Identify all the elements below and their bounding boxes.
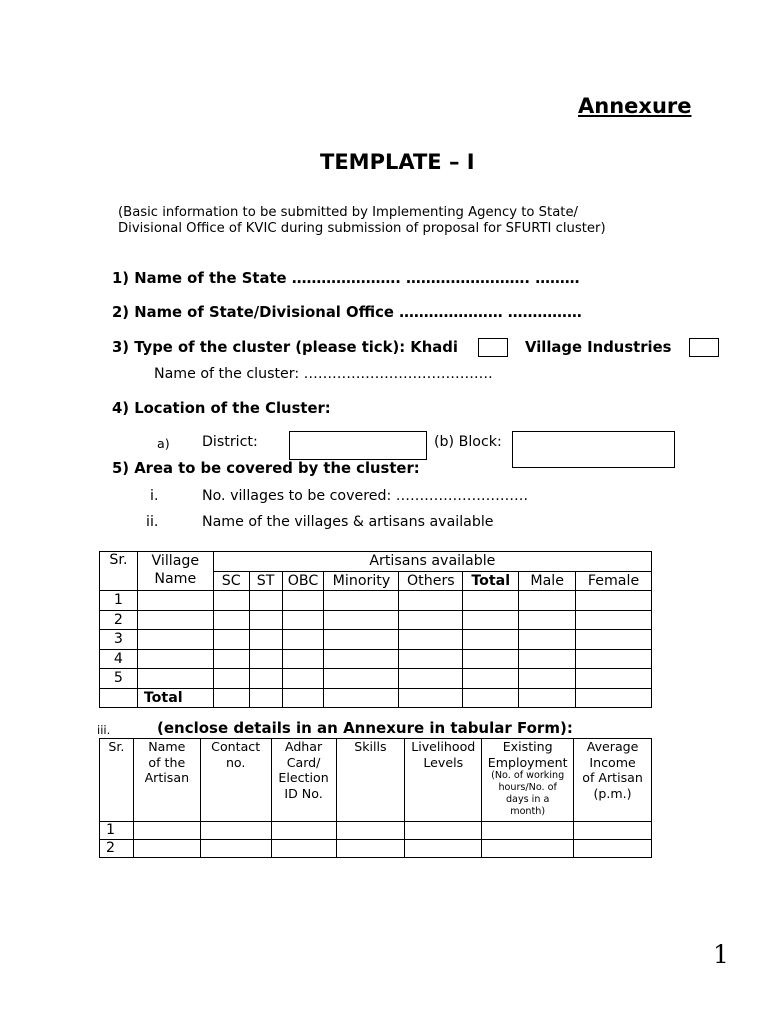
intro-line-1: (Basic information to be submitted by Implementing Agency to State/: [118, 205, 579, 220]
village-name-label: Name: [154, 571, 197, 587]
artisan-details-heading: (enclose details in an Annexure in tabular Form):: [157, 719, 573, 737]
row-number: 1: [100, 822, 134, 840]
field-cluster-type: 3) Type of the cluster (please tick): Khadi: [112, 339, 458, 356]
area-heading: 5) Area to be covered by the cluster:: [112, 460, 420, 477]
district-input-box[interactable]: [289, 431, 427, 460]
table-row: [100, 649, 652, 669]
col-sc: SC: [213, 571, 249, 591]
location-heading: 4) Location of the Cluster:: [112, 400, 331, 417]
villages-count-marker: i.: [150, 488, 159, 504]
col-others: Others: [399, 571, 463, 591]
table-row: [100, 840, 652, 858]
row-number: 4: [100, 649, 138, 669]
col-village-name: [137, 552, 213, 591]
khadi-tick-box[interactable]: [478, 338, 508, 357]
artisan-details-marker: iii.: [97, 723, 111, 737]
col-contact: Contact no.: [200, 739, 271, 822]
col-existing-employment: Existing Employment (No. of working hours/No. of days in a month): [482, 739, 574, 822]
col-minority: Minority: [324, 571, 399, 591]
table-row: [100, 669, 652, 689]
block-label: (b) Block:: [434, 434, 502, 450]
district-label: District:: [202, 434, 258, 450]
block-input-box[interactable]: [512, 431, 675, 468]
district-marker: a): [157, 436, 170, 451]
annexure-heading: Annexure: [578, 94, 692, 118]
field-office-name: 2) Name of State/Divisional Office ………………… ……………: [112, 304, 582, 321]
row-number: 5: [100, 669, 138, 689]
employment-note-3: days in a: [505, 794, 550, 805]
artisan-details-table: [99, 738, 652, 858]
village-label: Village: [151, 553, 200, 569]
col-skills: Skills: [336, 739, 405, 822]
row-number: 2: [100, 610, 138, 630]
col-st: ST: [249, 571, 282, 591]
total-label: Total: [137, 688, 213, 708]
villages-names-marker: ii.: [146, 514, 159, 530]
col-artisan-name: Name of the Artisan: [133, 739, 200, 822]
col-adhar: Adhar Card/ Election ID No.: [271, 739, 336, 822]
col-sr: Sr.: [100, 552, 138, 591]
table-row: [100, 822, 652, 840]
row-number: 1: [100, 591, 138, 611]
col-total: Total: [463, 571, 519, 591]
col-obc: OBC: [282, 571, 324, 591]
row-number: 2: [100, 840, 134, 858]
villages-count-field: No. villages to be covered: ……………………….: [202, 488, 528, 504]
table-row: [100, 610, 652, 630]
table-row: [100, 630, 652, 650]
col-livelihood: Livelihood Levels: [405, 739, 482, 822]
village-industries-tick-box[interactable]: [689, 338, 719, 357]
col-male: Male: [519, 571, 576, 591]
field-state-name: 1) Name of the State …………………. ……………………. ………: [112, 270, 580, 287]
employment-note-2: hours/No. of: [498, 782, 557, 793]
villages-artisans-table: [99, 551, 652, 708]
employment-note-1: (No. of working: [491, 770, 565, 781]
col-sr: Sr.: [100, 739, 134, 822]
intro-line-2: Divisional Office of KVIC during submission of proposal for SFURTI cluster): [118, 221, 606, 236]
employment-note-4: month): [510, 806, 546, 817]
table-row: [100, 591, 652, 611]
row-number: 3: [100, 630, 138, 650]
col-female: Female: [576, 571, 652, 591]
villages-names-label: Name of the villages & artisans available: [202, 514, 494, 530]
artisans-available-header: Artisans available: [213, 552, 651, 572]
col-average-income: Average Income of Artisan (p.m.): [574, 739, 652, 822]
table-total-row: [100, 688, 652, 708]
template-title: TEMPLATE – I: [320, 150, 475, 174]
cluster-name-field: Name of the cluster: ………………………………….: [154, 366, 493, 382]
village-industries-label: Village Industries: [525, 339, 672, 356]
page-number: 1: [713, 940, 729, 969]
